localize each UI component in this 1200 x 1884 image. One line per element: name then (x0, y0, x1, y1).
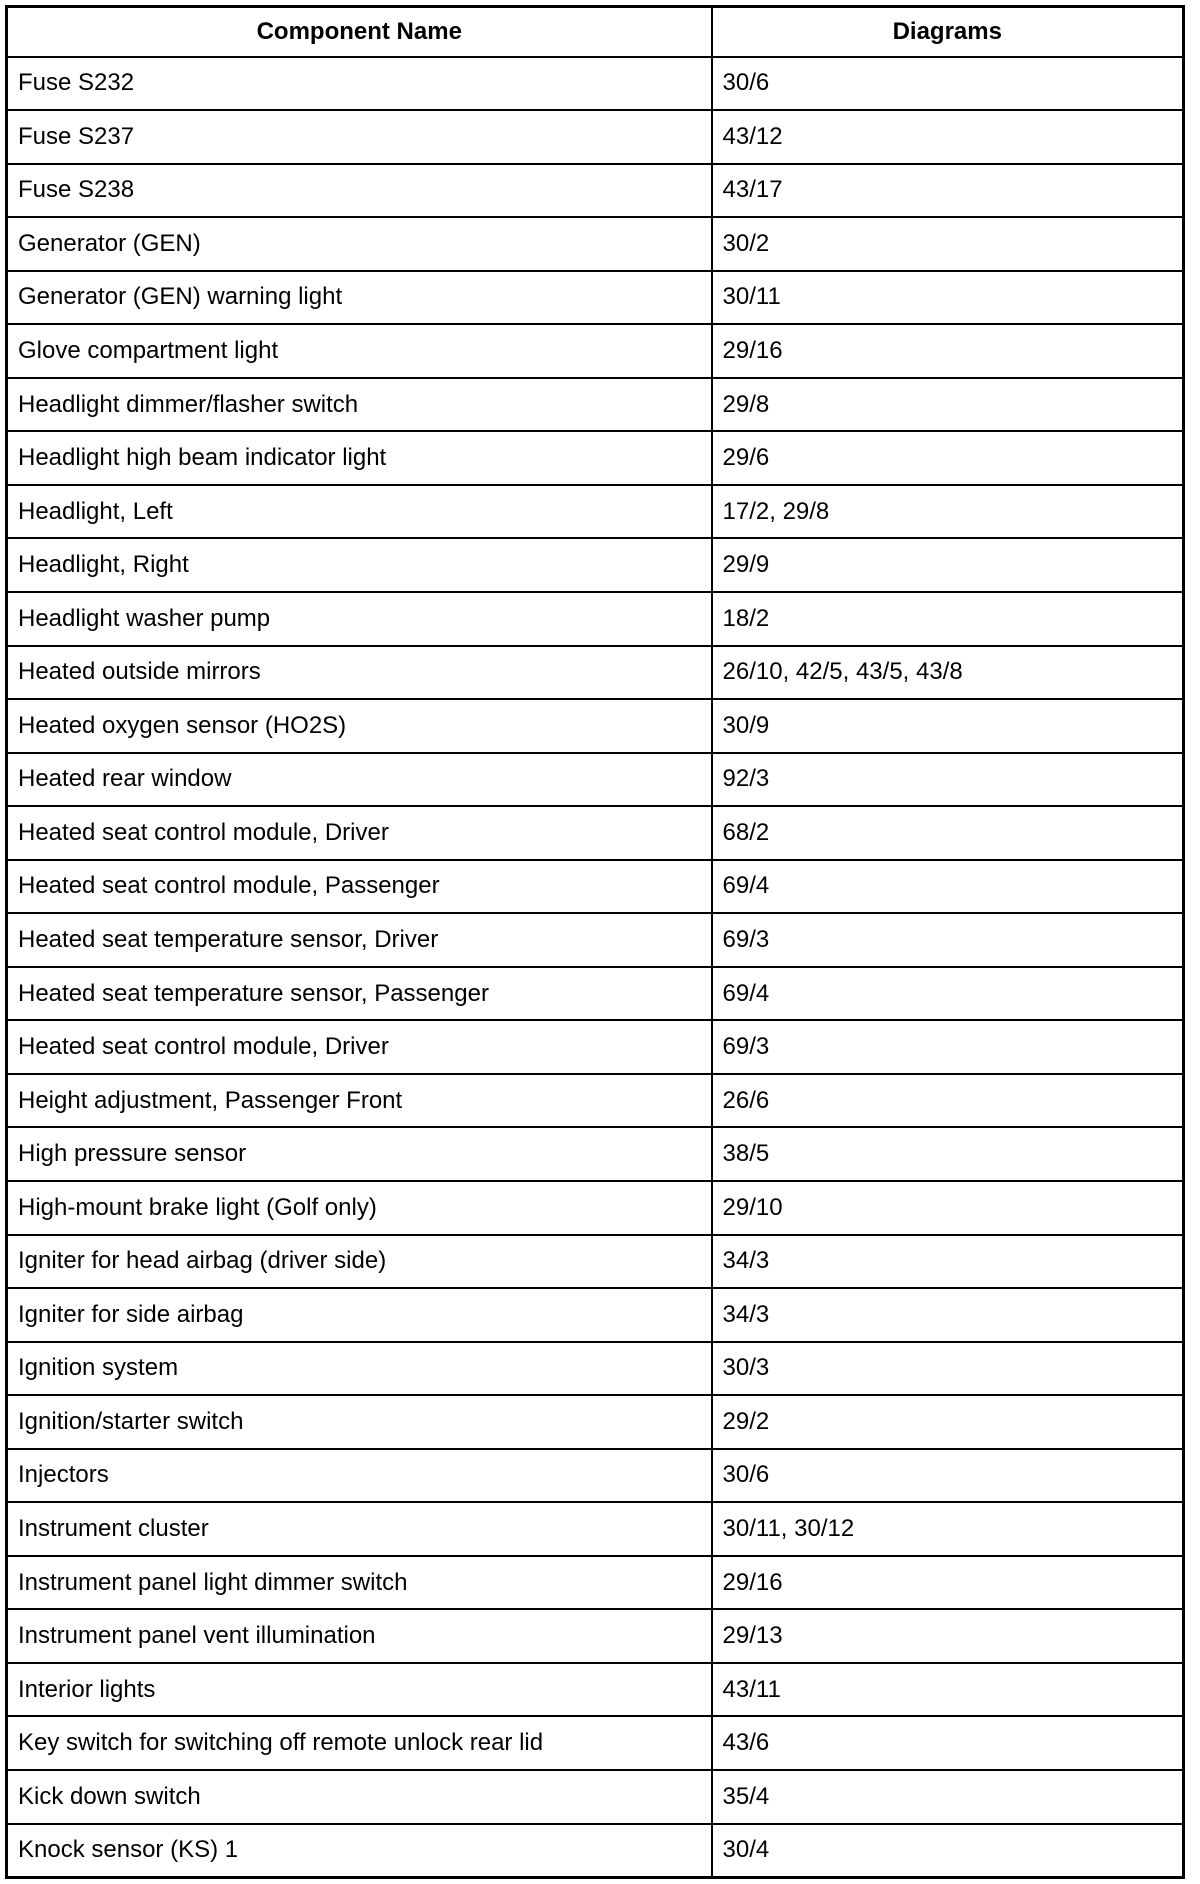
component-name-cell: Instrument panel vent illumination (7, 1609, 712, 1663)
diagrams-cell: 29/16 (712, 324, 1184, 378)
diagrams-cell: 29/13 (712, 1609, 1184, 1663)
component-name-cell: Ignition system (7, 1342, 712, 1396)
table-row (7, 806, 1184, 860)
component-name-cell: Heated seat temperature sensor, Passenger (7, 967, 712, 1021)
table-row (7, 1716, 1184, 1770)
diagrams-cell: 43/11 (712, 1663, 1184, 1717)
table-row (7, 1449, 1184, 1503)
diagrams-cell: 29/6 (712, 431, 1184, 485)
table-row (7, 860, 1184, 914)
component-name-cell: Headlight, Right (7, 538, 712, 592)
component-name-cell: Headlight, Left (7, 485, 712, 539)
component-name-cell: Igniter for side airbag (7, 1288, 712, 1342)
table-row (7, 1663, 1184, 1717)
diagrams-cell: 69/4 (712, 860, 1184, 914)
table-row (7, 164, 1184, 218)
table-row (7, 57, 1184, 111)
component-name-cell: Key switch for switching off remote unlock rear lid (7, 1716, 712, 1770)
diagrams-cell: 69/3 (712, 1020, 1184, 1074)
component-name-cell: High-mount brake light (Golf only) (7, 1181, 712, 1235)
diagrams-cell: 69/3 (712, 913, 1184, 967)
table-row (7, 646, 1184, 700)
diagrams-cell: 30/4 (712, 1824, 1184, 1878)
diagrams-cell: 18/2 (712, 592, 1184, 646)
diagrams-cell: 26/6 (712, 1074, 1184, 1128)
diagrams-cell: 34/3 (712, 1288, 1184, 1342)
table-row (7, 1181, 1184, 1235)
table-row (7, 1770, 1184, 1824)
component-name-cell: Generator (GEN) (7, 217, 712, 271)
table-row (7, 592, 1184, 646)
component-name-cell: Heated outside mirrors (7, 646, 712, 700)
table-row (7, 1556, 1184, 1610)
table-row (7, 1609, 1184, 1663)
diagrams-cell: 30/3 (712, 1342, 1184, 1396)
diagrams-cell: 29/2 (712, 1395, 1184, 1449)
table-row (7, 1074, 1184, 1128)
table-row (7, 699, 1184, 753)
diagrams-cell: 29/9 (712, 538, 1184, 592)
component-name-cell: Injectors (7, 1449, 712, 1503)
diagrams-cell: 92/3 (712, 753, 1184, 807)
table-row (7, 1288, 1184, 1342)
diagrams-cell: 43/12 (712, 110, 1184, 164)
diagrams-cell: 30/6 (712, 1449, 1184, 1503)
table-row (7, 378, 1184, 432)
component-name-cell: Headlight high beam indicator light (7, 431, 712, 485)
component-diagram-table (5, 5, 1185, 1879)
table-row (7, 1502, 1184, 1556)
diagrams-cell: 17/2, 29/8 (712, 485, 1184, 539)
diagrams-cell: 26/10, 42/5, 43/5, 43/8 (712, 646, 1184, 700)
component-name-cell: Heated rear window (7, 753, 712, 807)
table-row (7, 538, 1184, 592)
component-name-cell: Igniter for head airbag (driver side) (7, 1235, 712, 1289)
diagrams-cell: 69/4 (712, 967, 1184, 1021)
diagrams-cell: 43/6 (712, 1716, 1184, 1770)
table-row (7, 1342, 1184, 1396)
diagrams-cell: 68/2 (712, 806, 1184, 860)
table-row (7, 913, 1184, 967)
table-row (7, 324, 1184, 378)
component-name-cell: Instrument panel light dimmer switch (7, 1556, 712, 1610)
table-row (7, 753, 1184, 807)
table-row (7, 1127, 1184, 1181)
table-row (7, 217, 1184, 271)
diagrams-cell: 43/17 (712, 164, 1184, 218)
table-header (7, 7, 1184, 57)
table-row (7, 1395, 1184, 1449)
table-row (7, 431, 1184, 485)
component-name-cell: High pressure sensor (7, 1127, 712, 1181)
component-name-cell: Fuse S238 (7, 164, 712, 218)
component-name-cell: Fuse S237 (7, 110, 712, 164)
component-name-cell: Height adjustment, Passenger Front (7, 1074, 712, 1128)
table-row (7, 967, 1184, 1021)
component-name-cell: Heated seat control module, Passenger (7, 860, 712, 914)
component-name-cell: Glove compartment light (7, 324, 712, 378)
component-name-cell: Generator (GEN) warning light (7, 271, 712, 325)
component-name-cell: Instrument cluster (7, 1502, 712, 1556)
table-body (7, 57, 1184, 1878)
diagrams-cell: 30/6 (712, 57, 1184, 111)
header-row (7, 7, 1184, 57)
component-name-cell: Heated seat control module, Driver (7, 1020, 712, 1074)
header-diagrams: Diagrams (712, 7, 1184, 57)
diagrams-cell: 30/11, 30/12 (712, 1502, 1184, 1556)
component-name-cell: Headlight dimmer/flasher switch (7, 378, 712, 432)
diagrams-cell: 30/9 (712, 699, 1184, 753)
component-name-cell: Ignition/starter switch (7, 1395, 712, 1449)
component-name-cell: Heated seat control module, Driver (7, 806, 712, 860)
diagrams-cell: 30/2 (712, 217, 1184, 271)
diagrams-cell: 29/8 (712, 378, 1184, 432)
component-name-cell: Fuse S232 (7, 57, 712, 111)
diagrams-cell: 29/10 (712, 1181, 1184, 1235)
diagrams-cell: 34/3 (712, 1235, 1184, 1289)
table-row (7, 1824, 1184, 1878)
component-name-cell: Interior lights (7, 1663, 712, 1717)
component-name-cell: Knock sensor (KS) 1 (7, 1824, 712, 1878)
table-row (7, 1235, 1184, 1289)
component-name-cell: Heated oxygen sensor (HO2S) (7, 699, 712, 753)
table-row (7, 1020, 1184, 1074)
header-component-name: Component Name (7, 7, 712, 57)
table-row (7, 110, 1184, 164)
component-name-cell: Heated seat temperature sensor, Driver (7, 913, 712, 967)
diagrams-cell: 29/16 (712, 1556, 1184, 1610)
diagrams-cell: 30/11 (712, 271, 1184, 325)
diagrams-cell: 38/5 (712, 1127, 1184, 1181)
table-row (7, 271, 1184, 325)
component-name-cell: Headlight washer pump (7, 592, 712, 646)
table-row (7, 485, 1184, 539)
component-name-cell: Kick down switch (7, 1770, 712, 1824)
diagrams-cell: 35/4 (712, 1770, 1184, 1824)
component-table-container (5, 5, 1185, 1879)
